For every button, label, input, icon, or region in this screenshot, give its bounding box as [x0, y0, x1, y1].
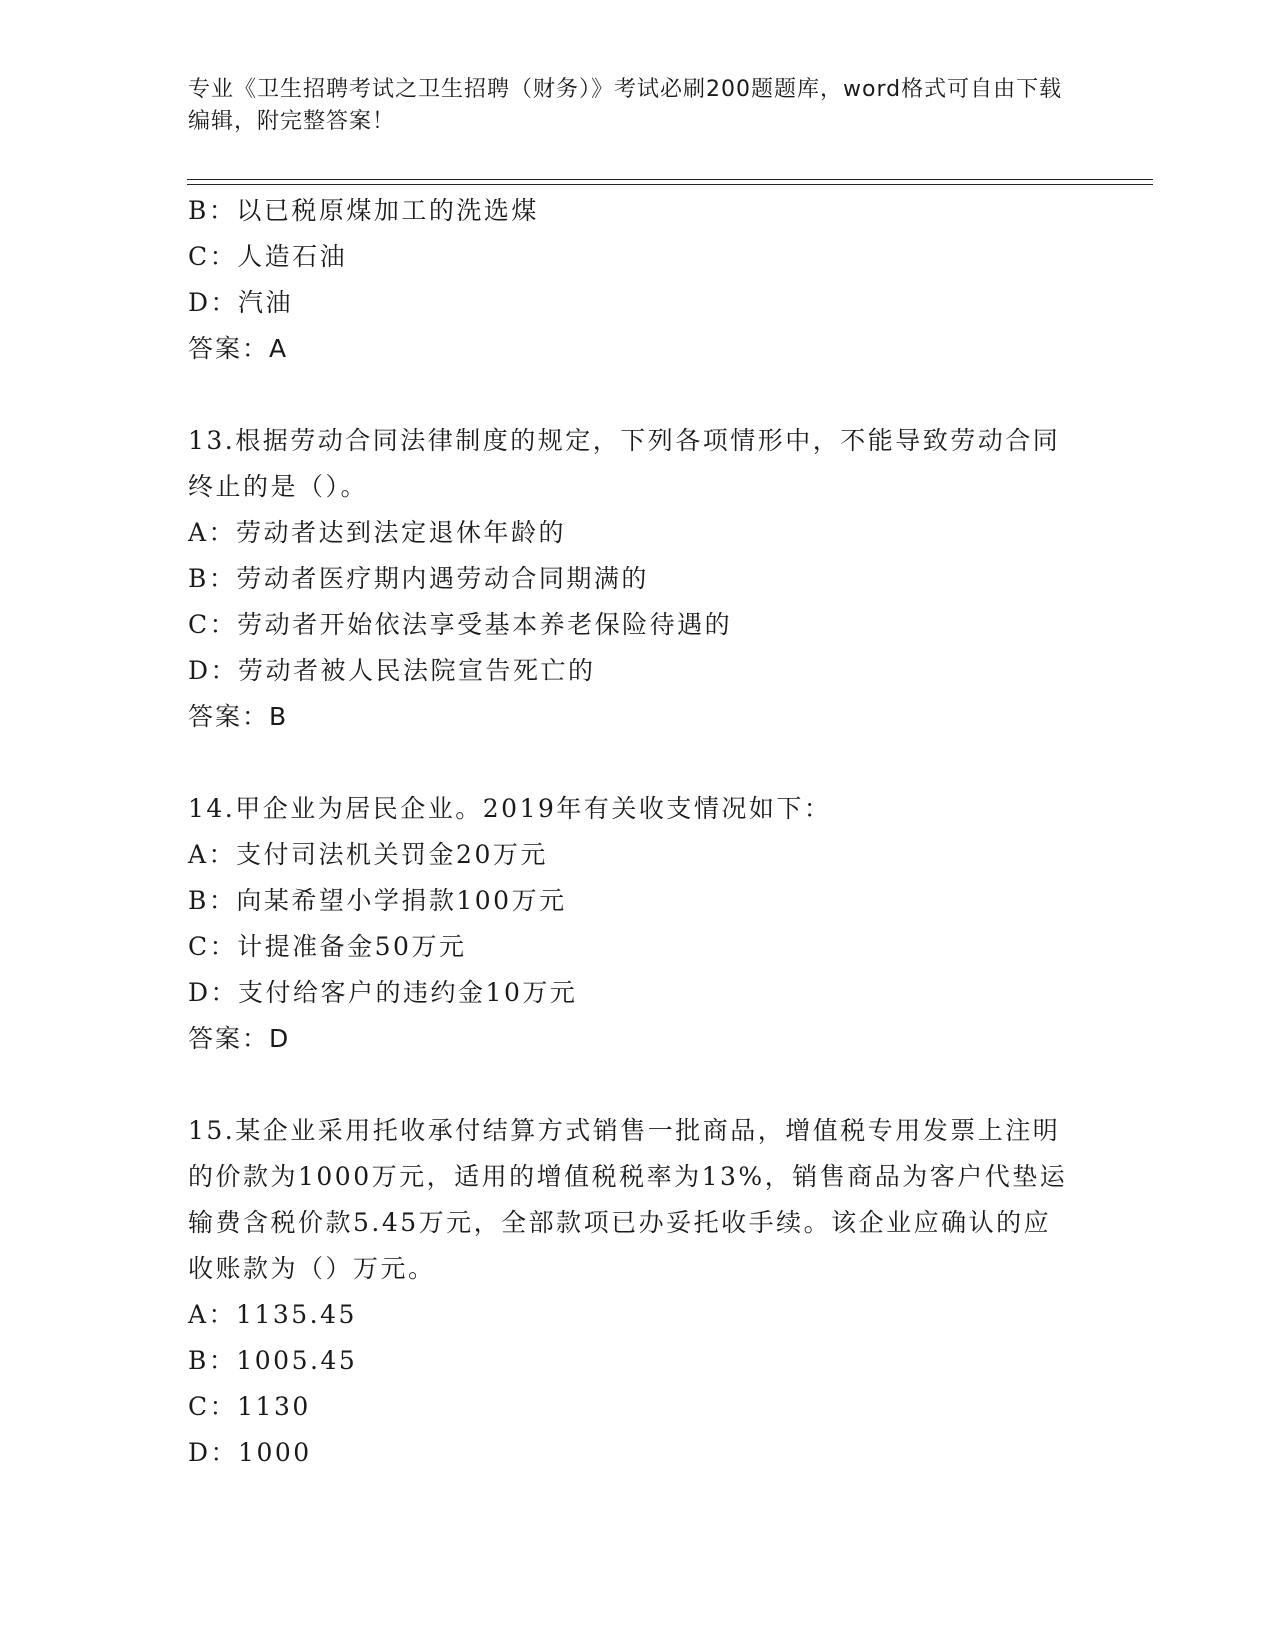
- option-b: B：向某希望小学捐款100万元: [188, 886, 567, 915]
- question-stem: 15.某企业采用托收承付结算方式销售一批商品，增值税专用发票上注明的价款为1000万元，适用的增值税税率为13%，销售商品为客户代垫运输费含税价款5.45万元，全部款项已办妥托收手续。该企业应确认的应收账款为（）万元。: [188, 1116, 1068, 1283]
- answer: 答案：D: [188, 1024, 291, 1053]
- option-d: D：劳动者被人民法院宣告死亡的: [188, 656, 596, 685]
- document-header: 专业《卫生招聘考试之卫生招聘（财务）》考试必刷200题题库，word格式可自由下载编辑，附完整答案！: [188, 77, 1063, 134]
- header-rule-bottom: [187, 184, 1153, 185]
- question-stem: 14.甲企业为居民企业。2019年有关收支情况如下：: [188, 794, 832, 823]
- question-list: [188, 188, 1088, 1476]
- option-d: D：汽油: [188, 288, 294, 317]
- option-c: C：人造石油: [188, 242, 348, 271]
- option-c: C：劳动者开始依法享受基本养老保险待遇的: [188, 610, 733, 639]
- question-14: [188, 786, 1088, 1062]
- option-c: C：计提准备金50万元: [188, 932, 467, 961]
- answer: 答案：A: [188, 334, 289, 363]
- spacer: [188, 372, 1088, 418]
- option-a: A：1135.45: [188, 1300, 357, 1329]
- option-a: A：支付司法机关罚金20万元: [188, 840, 548, 869]
- option-a: A：劳动者达到法定退休年龄的: [188, 518, 567, 547]
- question-stem: 13.根据劳动合同法律制度的规定，下列各项情形中，不能导致劳动合同终止的是（）。: [188, 426, 1061, 501]
- spacer: [188, 1062, 1088, 1108]
- option-b: B：劳动者医疗期内遇劳动合同期满的: [188, 564, 649, 593]
- question-15: [188, 1108, 1088, 1476]
- option-c: C：1130: [188, 1392, 311, 1421]
- question-12-partial: [188, 188, 1088, 372]
- question-13: [188, 418, 1088, 740]
- option-b: B：以已税原煤加工的洗选煤: [188, 196, 539, 225]
- option-d: D：支付给客户的违约金10万元: [188, 978, 578, 1007]
- option-d: D：1000: [188, 1438, 312, 1467]
- header-rule-top: [187, 179, 1153, 180]
- answer: 答案：B: [188, 702, 289, 731]
- option-b: B：1005.45: [188, 1346, 358, 1375]
- spacer: [188, 740, 1088, 786]
